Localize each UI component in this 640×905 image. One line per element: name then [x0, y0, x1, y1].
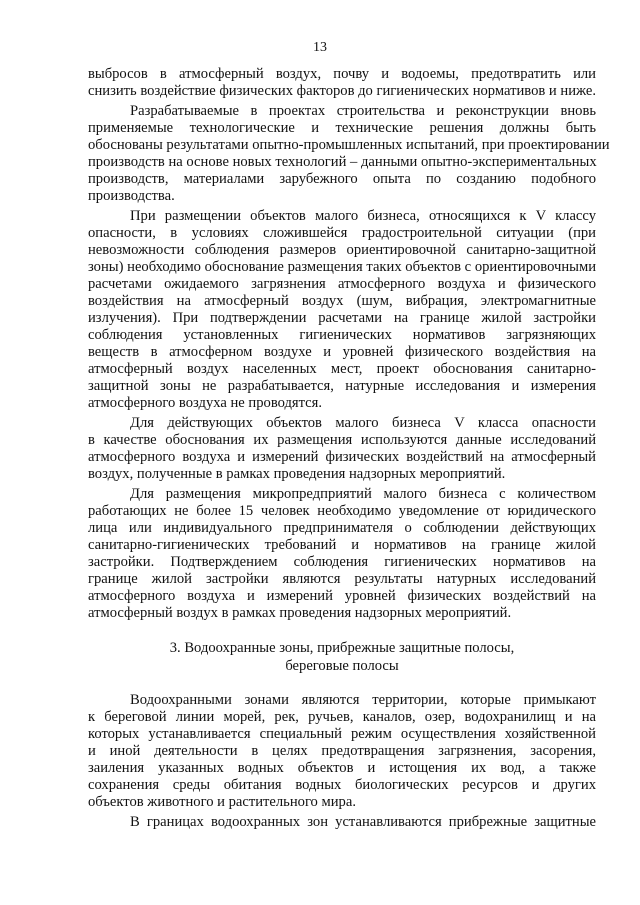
text-line: атмосферного воздуха не проводятся. [88, 395, 323, 411]
text-line: производств на основе новых технологий – данными опытно-экспериментальных [88, 154, 597, 170]
text-line: Разрабатываемые в проектах строительства и реконструкции вновь [130, 103, 596, 119]
text-line: работающих не более 15 человек необходимо уведомление от юридического [88, 503, 596, 519]
text-line: применяемые технологические и технические решения должны быть [88, 120, 596, 136]
text-line: В границах водоохранных зон устанавливаются прибрежные защитные [130, 814, 596, 830]
text-line: атмосферного воздуха и измерений физических воздействий на атмосферный [88, 449, 596, 465]
page-number: 13 [313, 40, 327, 55]
text-line: сохранения среды обитания водных биологических ресурсов и других [88, 777, 596, 793]
text-line: обоснованы результатами опытно-промышленных испытаний, при проектировании [88, 137, 610, 153]
text-line: расчетами ожидаемого загрязнения атмосферного воздуха и физического [88, 276, 596, 292]
text-line: производства. [88, 188, 175, 204]
text-line: атмосферного воздуха и измерений уровней физических воздействий на [88, 588, 596, 604]
text-line: в качестве обоснования их размещения используются данные исследований [88, 432, 596, 448]
text-line: Для размещения микропредприятий малого бизнеса с количеством [130, 486, 596, 502]
text-line: атмосферный воздух населенных мест, проект обоснования санитарно- [88, 361, 596, 377]
text-line: невозможности соблюдения размеров ориентировочной санитарно-защитной [88, 242, 596, 258]
text-line: выбросов в атмосферный воздух, почву и водоемы, предотвратить или [88, 66, 596, 82]
text-line: и иной деятельности в целях предотвращения загрязнения, засорения, [88, 743, 596, 759]
text-line: воздух, полученные в рамках проведения надзорных мероприятий. [88, 466, 506, 482]
text-line: лица или индивидуального предпринимателя о соблюдении действующих [88, 520, 596, 536]
text-line: санитарно-гигиенических требований и нормативов на границе жилой [88, 537, 596, 553]
text-line: которых устанавливается специальный режим осуществления хозяйственной [88, 726, 596, 742]
text-line: снизить воздействие физических факторов до гигиенических нормативов и ниже. [88, 83, 597, 99]
text-line: веществ в атмосферном воздухе и уровней физического воздействия на [88, 344, 596, 360]
text-line: зоны) необходимо обоснование размещения таких объектов с ориентировочными [88, 259, 596, 275]
text-line: Водоохранными зонами являются территории, которые примыкают [130, 692, 596, 708]
text-line: Для действующих объектов малого бизнеса V класса опасности [130, 415, 596, 431]
text-line: соблюдения установленных гигиенических нормативов загрязняющих [88, 327, 596, 343]
text-line: атмосферный воздух в рамках проведения надзорных мероприятий. [88, 605, 512, 621]
text-line: воздействия на атмосферный воздух (шум, вибрация, электромагнитные [88, 293, 596, 309]
text-line: застройки. Подтверждением соблюдения гигиенических нормативов на [88, 554, 596, 570]
text-line: объектов животного и растительного мира. [88, 794, 356, 810]
section-heading-line: 3. Водоохранные зоны, прибрежные защитные полосы, [169, 640, 515, 656]
text-line: к береговой линии морей, рек, ручьев, каналов, озер, водохранилищ и на [88, 709, 596, 725]
text-line: излучения). При подтверждении расчетами на границе жилой застройки [88, 310, 596, 326]
text-line: При размещении объектов малого бизнеса, относящихся к V классу [130, 208, 596, 224]
text-line: границе жилой застройки являются результаты натурных исследований [88, 571, 596, 587]
text-line: производств, материалами зарубежного опыта по созданию подобного [88, 171, 596, 187]
text-line: защитной зоны не разрабатывается, натурные исследования и измерения [88, 378, 596, 394]
text-line: заиления указанных водных объектов и истощения их вод, а также [88, 760, 596, 776]
section-heading-line: береговые полосы [285, 658, 399, 674]
text-line: опасности, в условиях сложившейся градостроительной ситуации (при [88, 225, 596, 241]
